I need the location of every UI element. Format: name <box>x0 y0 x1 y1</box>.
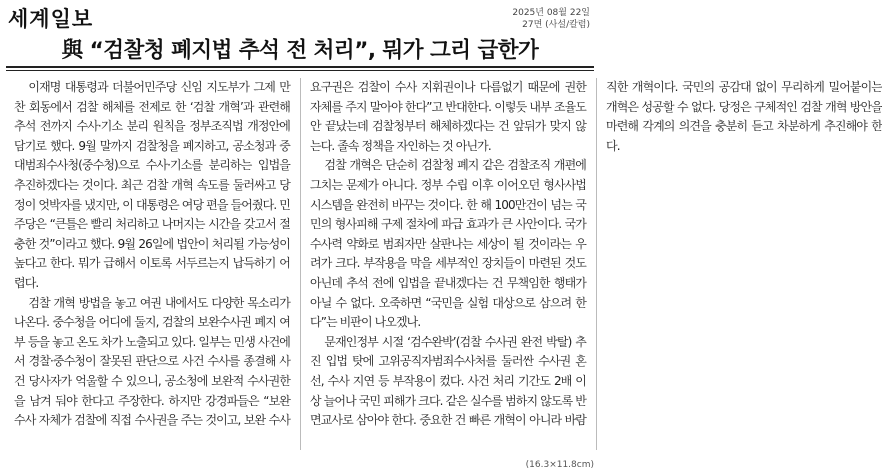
headline-divider-thin <box>6 70 594 71</box>
article-paragraph: 검찰 개혁 방법을 놓고 여권 내에서도 다양한 목소리가 나온다. 중수청을 어디에 둘지, 검찰의 보완수사권 폐지 여부 등을 놓고 온도 차가 노출되고 있다. 일부는 민생 사건에서 경찰·중수청이 잘못된 판단으로 사건 수사를 종결해 사건 당사자가 억울할 수 있으니, 공소청에 보완적 수사권한을 남겨 둬야 한다고 주장한다. 하지만 강경파들은 “보완 수사 자체가 검찰에 직접 수사권을 주는 것이고, 보완 수사 요구권은 검찰이 수사 지휘권이나 다름없기 때문에 권한 자체를 주지 말아야 한다”고 반대한다. 이렇듯 내부 조율도 안 끝났는데 검찰청부터 해체하겠다는 건 앞뒤가 맞지 않는다. 졸속 정책을 자인하는 것 아닌가. <box>14 80 586 428</box>
article-paragraph: 검찰 개혁은 단순히 검찰청 폐지 같은 검찰조직 개편에 그치는 문제가 아니다. 정부 수립 이후 이어오던 형사사법 시스템을 완전히 바꾸는 것이다. 한 해 100만건이 넘는 국민의 형사피해 구제 절차에 파급 효과가 큰 사안이다. 국가 수사력 약화로 범죄자만 살판나는 세상이 될 것이라는 우려가 크다. 부작용을 막을 세부적인 장치들이 마련된 것도 아닌데 추석 전에 입법을 끝내겠다는 건 무책임한 행태가 아닐 수 없다. 오죽하면 “국민을 실험 대상으로 삼으려 한다”는 비판이 나오겠나. <box>310 158 586 330</box>
clipping-dimensions: (16.3×11.8cm) <box>525 460 594 470</box>
headline-divider <box>6 66 594 68</box>
article-paragraph: 문재인정부 시절 ‘검수완박’(검찰 수사권 완전 박탈) 추진 입법 탓에 고위공직자범죄수사처를 둘러싼 수사권 혼선, 수사 지연 등 부작용이 컸다. 사건 처리 기간도 2배 이상 늘어나 국민 피해가 크다. 같은 실수를 범하지 않도록 반면교사로 삼아야 한다. 중요한 건 빠른 개혁이 아니라 바람직한 개혁이다. 국민의 공감대 없이 무리하게 밀어붙이는 개혁은 성공할 수 없다. 당정은 구체적인 검찰 개혁 방안을 마련해 각계의 의견을 충분히 듣고 차분하게 추진해야 한다. <box>310 80 882 428</box>
masthead <box>6 2 594 32</box>
article-body <box>14 78 882 450</box>
article-paragraph: 이재명 대통령과 더불어민주당 신임 지도부가 그제 만찬 회동에서 검찰 해체를 전제로 한 ‘검찰 개혁’과 관련해 추석 전까지 수사·기소 분리 원칙을 정부조직법 개정안에 담기로 했다. 9월 말까지 검찰청을 폐지하고, 공소청과 중대범죄수사청(중수청)으로 수사·기소를 분리하는 입법을 추진하겠다는 것이다. 최근 검찰 개혁 속도를 둘러싸고 당정이 엇박자를 냈지만, 이 대통령은 여당 편을 들어줬다. 민주당은 “큰틀은 빨리 처리하고 나머지는 시간을 갖고서 절충한 것”이라고 했다. 9월 26일에 법안이 처리될 가능성이 높다고 한다. 뭐가 급해서 이토록 서두르는지 납득하기 어렵다. <box>14 80 290 290</box>
paper-name: 세계일보 <box>8 6 94 31</box>
article-headline: 與 “검찰청 폐지법 추석 전 처리”, 뭐가 그리 급한가 <box>61 38 539 63</box>
page-section: 27면 (사설/칼럼) <box>522 20 590 30</box>
publication-date: 2025년 08월 22일 <box>512 8 590 18</box>
